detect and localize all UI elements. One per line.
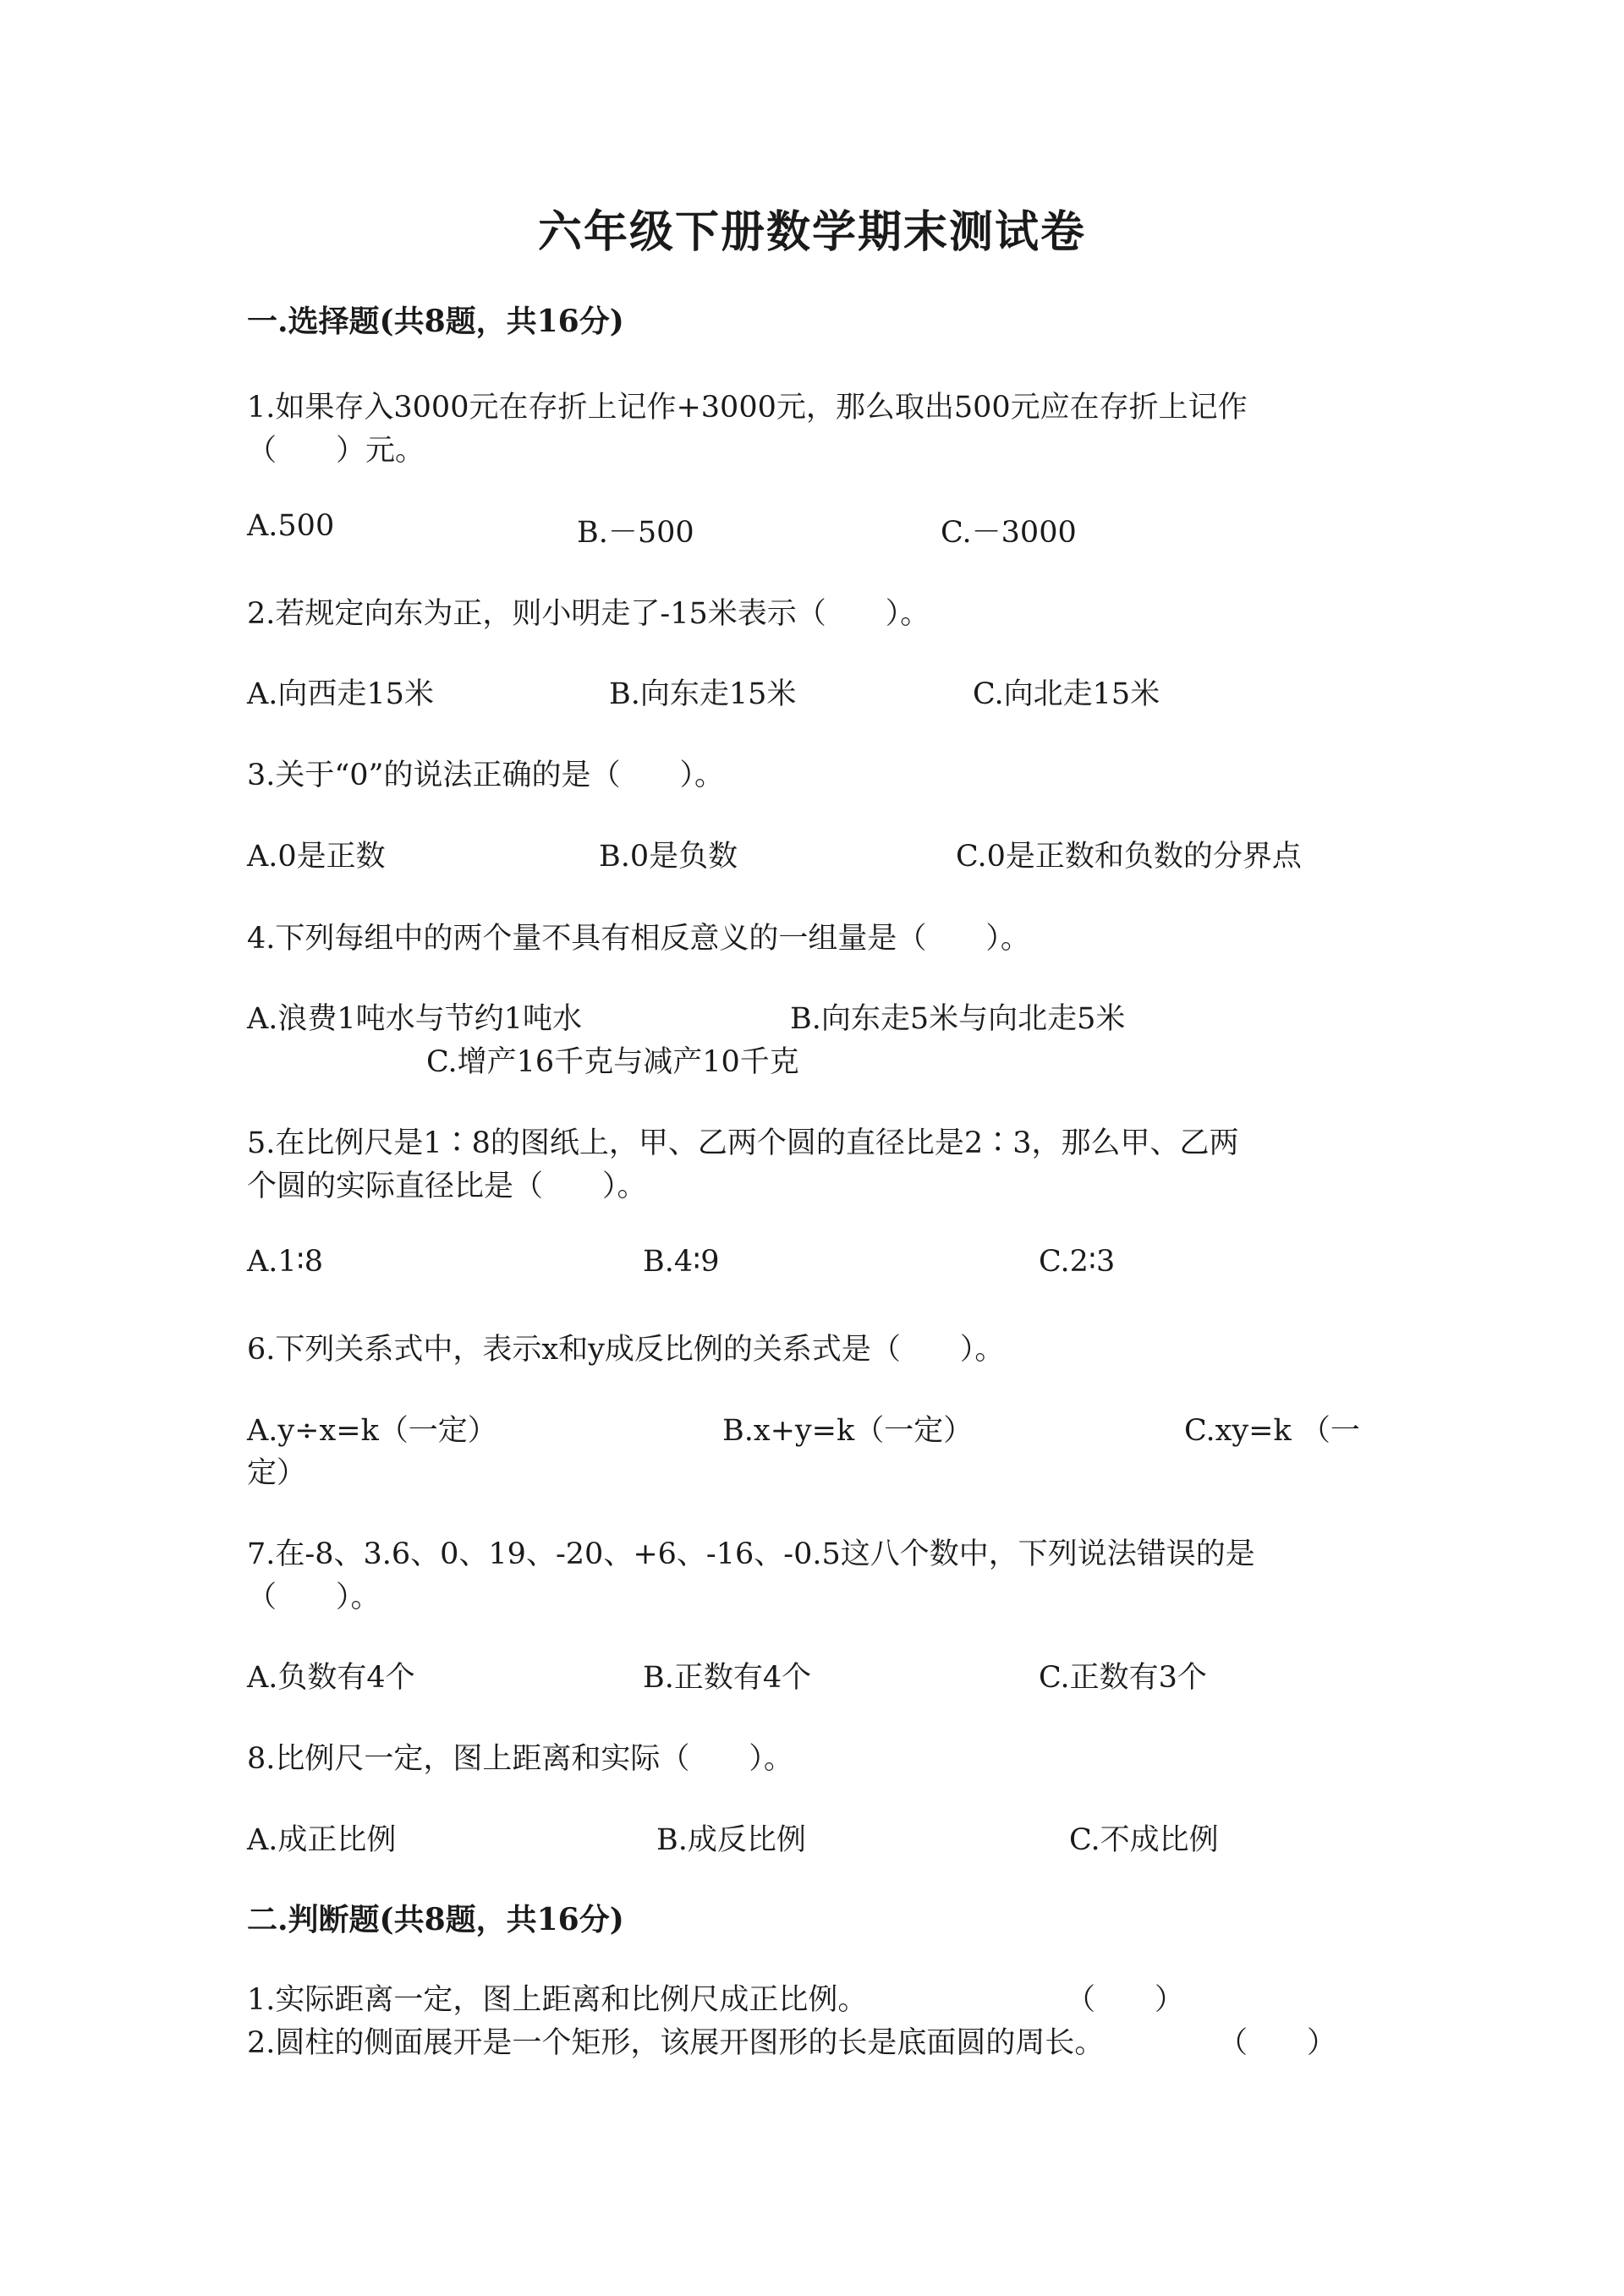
question-8-option-c: C.不成比例 (1069, 1823, 1219, 1857)
question-5-option-c: C.2∶3 (1039, 1245, 1116, 1279)
question-4-option-a: A.浪费1吨水与节约1吨水 (247, 1002, 582, 1036)
question-2-line-1: 2.若规定向东为正，则小明走了-15米表示（ ）。 (247, 597, 930, 631)
question-4-line-1: 4.下列每组中的两个量不具有相反意义的一组量是（ ）。 (247, 922, 1030, 956)
question-8-option-b: B.成反比例 (656, 1823, 806, 1857)
question-6-option-a: A.y÷x=k（一定） (247, 1414, 497, 1448)
question-1-line-1: 1.如果存入3000元在存折上记作+3000元，那么取出500元应在存折上记作 (247, 391, 1248, 425)
question-3-option-a: A.0是正数 (247, 840, 386, 874)
judge-item-1-text: 1.实际距离一定，图上距离和比例尺成正比例。 (247, 1983, 868, 2017)
question-7-line-2: （ ）。 (247, 1581, 381, 1614)
question-5-option-a: A.1∶8 (247, 1245, 324, 1279)
question-8-line-1: 8.比例尺一定，图上距离和实际（ ）。 (247, 1742, 793, 1776)
question-3-option-b: B.0是负数 (599, 840, 738, 874)
judge-item-1-bracket: （ ） (1066, 1983, 1185, 2017)
question-1-line-2: （ ）元。 (247, 434, 425, 468)
question-6-line-1: 6.下列关系式中，表示x和y成反比例的关系式是（ ）。 (247, 1333, 1005, 1367)
question-2-option-b: B.向东走15米 (609, 677, 797, 711)
question-7-option-c: C.正数有3个 (1039, 1661, 1207, 1695)
judge-item-2-bracket: （ ） (1218, 2026, 1337, 2060)
question-7-option-b: B.正数有4个 (643, 1661, 812, 1695)
question-6-option-c: C.xy=k （一 (1184, 1414, 1360, 1448)
question-6-option-c-wrap: 定） (247, 1456, 307, 1490)
question-2-option-c: C.向北走15米 (973, 677, 1160, 711)
section-heading-choice: 一.选择题(共8题，共16分) (247, 304, 624, 339)
question-5-line-1: 5.在比例尺是1∶8的图纸上，甲、乙两个圆的直径比是2∶3，那么甲、乙两 (247, 1126, 1239, 1160)
question-7-option-a: A.负数有4个 (247, 1661, 415, 1695)
question-3-option-c: C.0是正数和负数的分界点 (956, 840, 1302, 874)
question-1-option-a: A.500 (247, 509, 335, 543)
question-5-line-2: 个圆的实际直径比是（ ）。 (247, 1170, 647, 1203)
question-5-option-b: B.4∶9 (643, 1245, 720, 1279)
question-6-option-b: B.x+y=k（一定） (722, 1414, 974, 1448)
question-4-option-c: C.增产16千克与减产10千克 (426, 1045, 799, 1079)
question-8-option-a: A.成正比例 (247, 1823, 397, 1857)
judge-item-2-text: 2.圆柱的侧面展开是一个矩形，该展开图形的长是底面圆的周长。 (247, 2026, 1105, 2060)
section-heading-true-false: 二.判断题(共8题，共16分) (247, 1902, 624, 1937)
question-3-line-1: 3.关于“0”的说法正确的是（ ）。 (247, 759, 724, 792)
question-1-option-c: C.－3000 (941, 516, 1077, 550)
question-7-line-1: 7.在-8、3.6、0、19、-20、+6、-16、-0.5这八个数中，下列说法错误的是 (247, 1537, 1255, 1571)
question-1-option-b: B.－500 (577, 516, 694, 550)
question-4-option-b: B.向东走5米与向北走5米 (790, 1002, 1126, 1036)
question-2-option-a: A.向西走15米 (247, 677, 434, 711)
page-title: 六年级下册数学期末测试卷 (537, 206, 1086, 258)
